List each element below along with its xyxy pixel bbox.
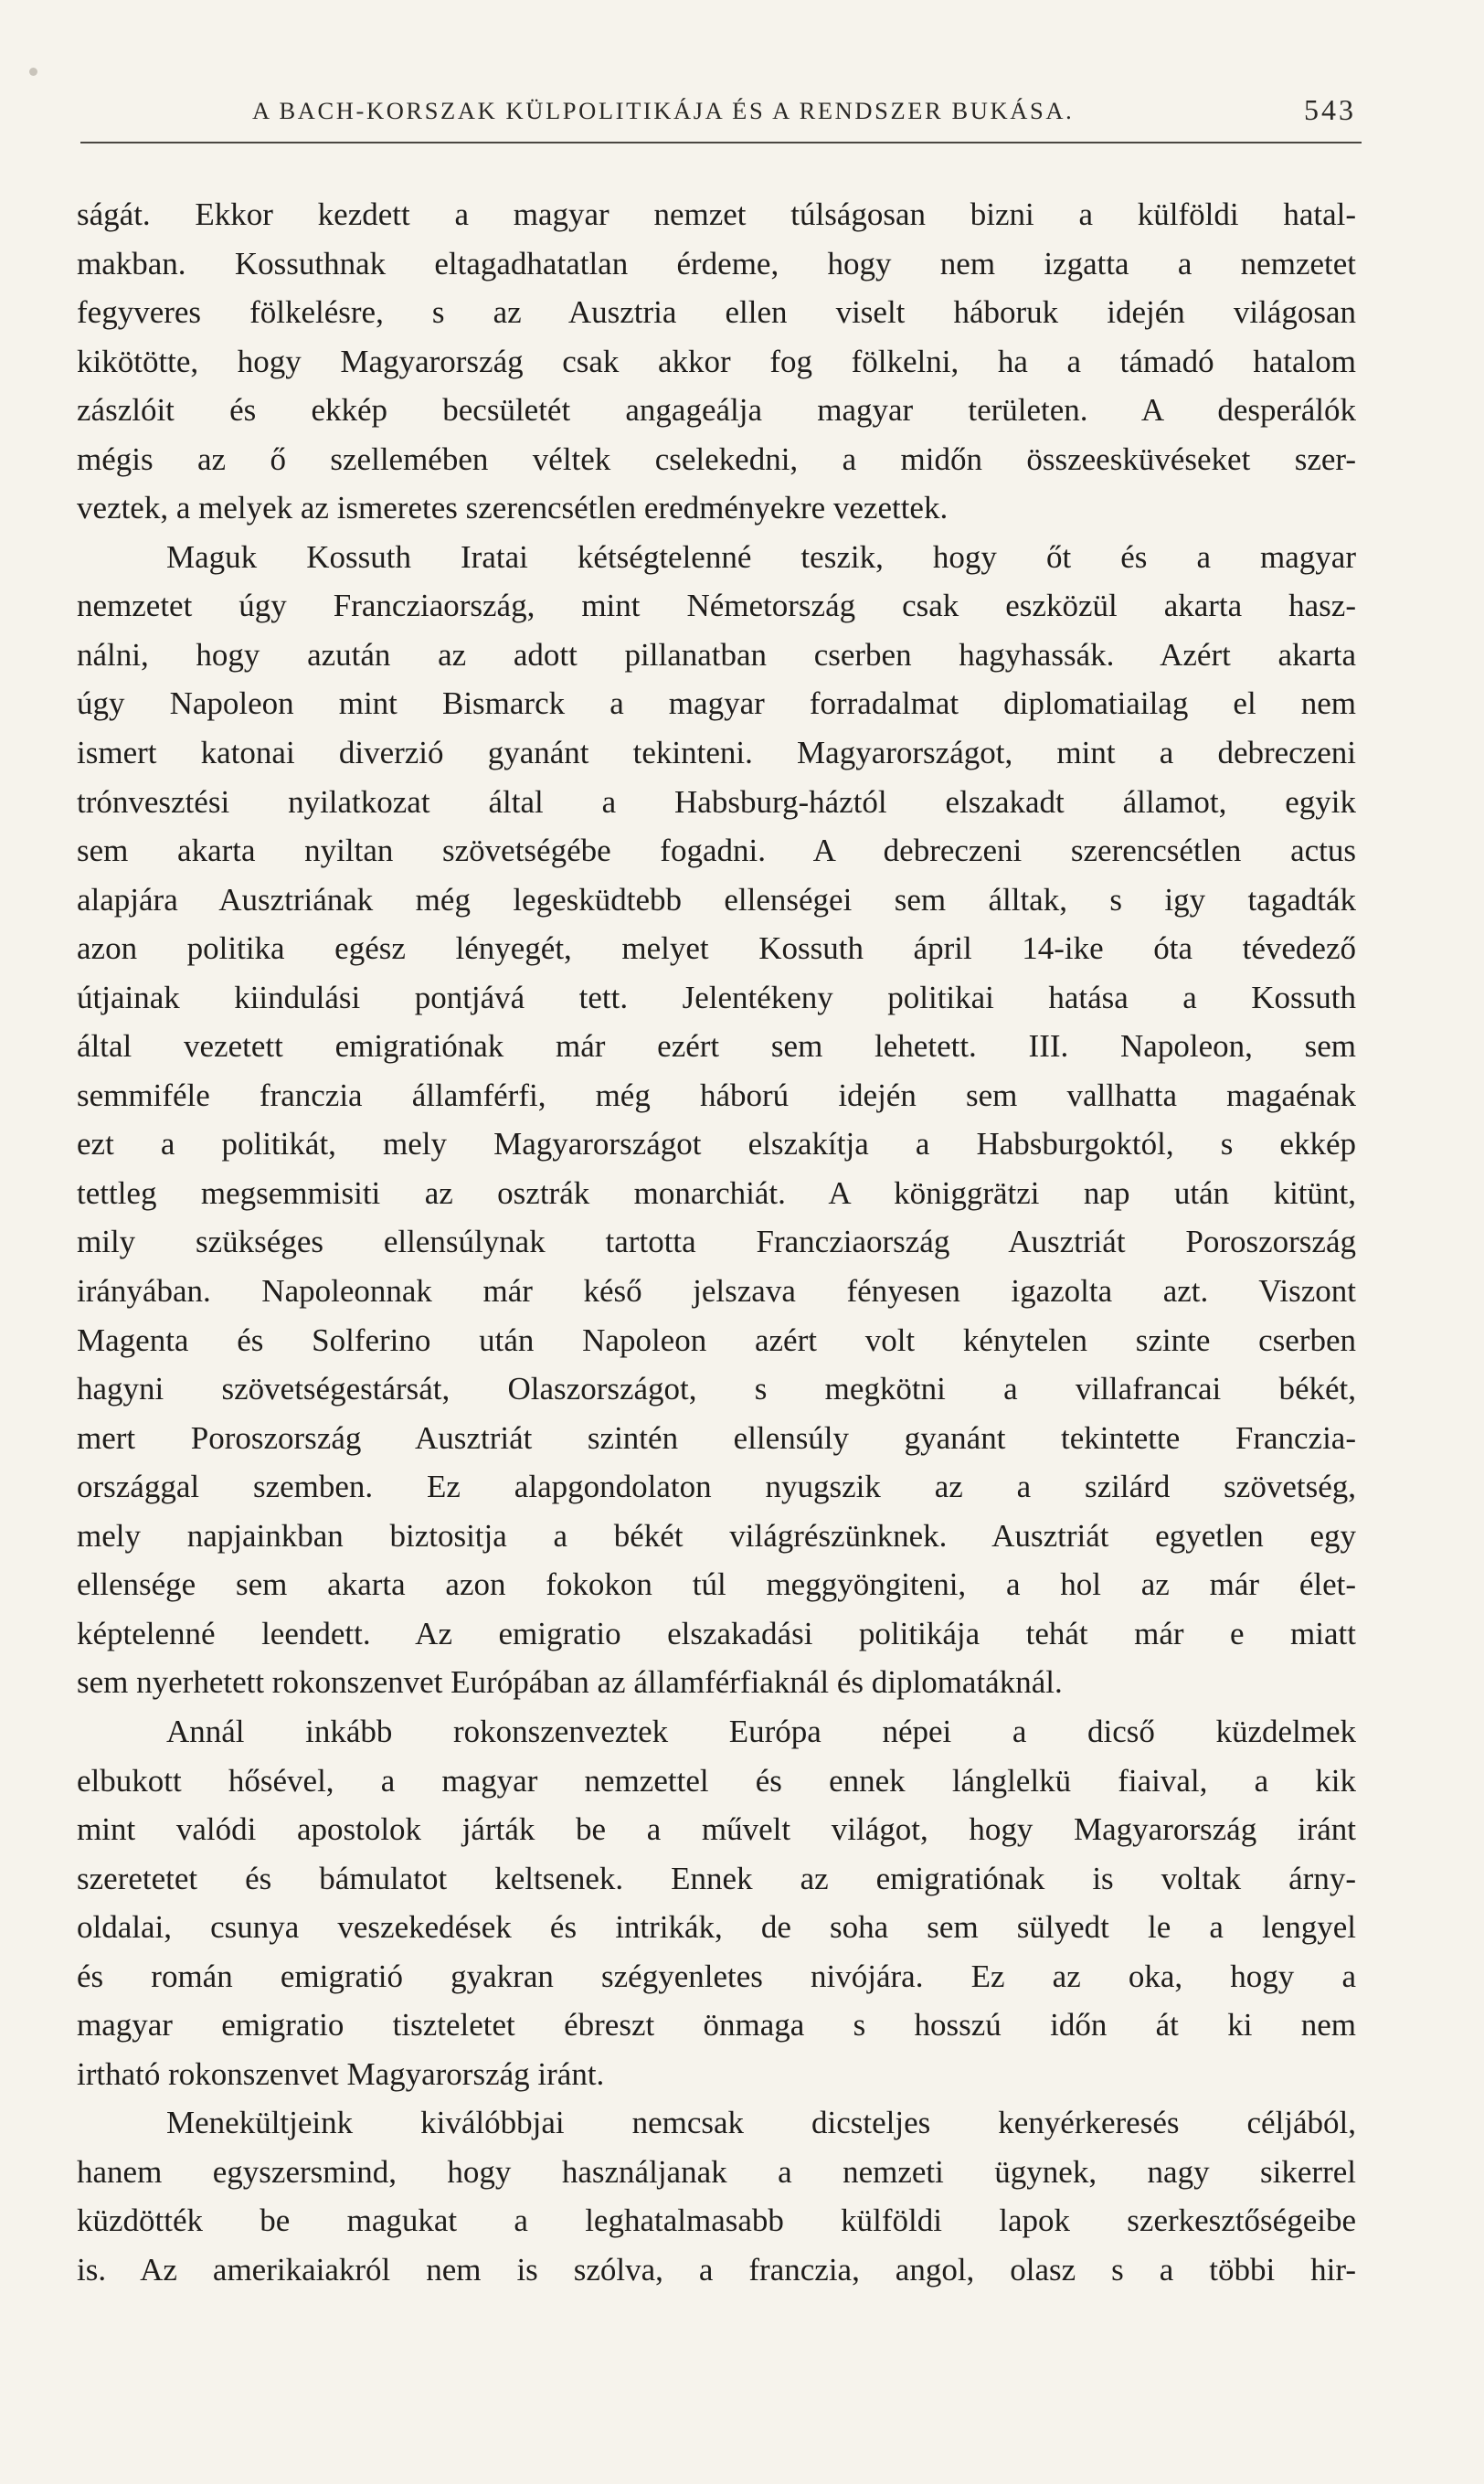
header-rule (80, 142, 1362, 143)
text-line: által vezetett emigratiónak már ezért sem lehetett. III. Napoleon, sem (77, 1028, 1356, 1065)
text-line: hagyni szövetségestársát, Olaszországot, s megkötni a villafrancai békét, (77, 1371, 1356, 1407)
text-line: szeretetet és bámulatot keltsenek. Ennek az emigratiónak is voltak árny- (77, 1860, 1356, 1896)
text-line: irtható rokonszenvet Magyarország iránt. (77, 2055, 605, 2092)
text-line: Maguk Kossuth Iratai kétségtelenné teszik, hogy őt és a magyar (166, 538, 1356, 575)
text-line: trónvesztési nyilatkozat által a Habsburg-háztól elszakadt államot, egyik (77, 783, 1356, 820)
text-line: Menekültjeink kiválóbbjai nemcsak dicsteljes kenyérkeresés céljából, (166, 2105, 1356, 2141)
text-line: Annál inkább rokonszenveztek Európa népei a dicső küzdelmek (166, 1713, 1356, 1749)
text-line: sem akarta nyiltan szövetségébe fogadni. A debreczeni szerencsétlen actus (77, 833, 1356, 869)
running-head: A BACH-KORSZAK KÜLPOLITIKÁJA ÉS A RENDSZER BUKÁSA. (252, 97, 1075, 124)
text-line: hanem egyszersmind, hogy használjanak a nemzeti ügynek, nagy sikerrel (77, 2153, 1356, 2190)
text-line: makban. Kossuthnak eltagadhatatlan érdeme, hogy nem izgatta a nemzetet (77, 245, 1356, 281)
text-line: mégis az ő szellemében véltek cselekedni, a midőn összeesküvéseket szer- (77, 441, 1356, 477)
paragraph (77, 190, 1356, 533)
paragraph (77, 1707, 1356, 2098)
text-line: veztek, a melyek az ismeretes szerencsétlen eredményekre vezettek. (77, 490, 949, 526)
body-text (77, 190, 1356, 2295)
text-line: tettleg megsemmisiti az osztrák monarchiát. A königgrätzi nap után kitünt, (77, 1174, 1356, 1211)
text-line: úgy Napoleon mint Bismarck a magyar forradalmat diplomatiailag el nem (77, 685, 1356, 722)
text-line: semmiféle franczia államférfi, még háború idején sem vallhatta magaénak (77, 1077, 1356, 1113)
text-line: mint valódi apostolok járták be a művelt világot, hogy Magyarország iránt (77, 1811, 1356, 1848)
text-line: irányában. Napoleonnak már késő jelszava fényesen igazolta azt. Viszont (77, 1273, 1356, 1310)
text-line: ellensége sem akarta azon fokokon túl meggyöngiteni, a hol az már élet- (77, 1566, 1356, 1603)
text-line: mely napjainkban biztositja a békét világrészünknek. Ausztriát egyetlen egy (77, 1517, 1356, 1554)
text-line: Magenta és Solferino után Napoleon azért volt kénytelen szinte cserben (77, 1322, 1356, 1358)
text-line: nemzetet úgy Francziaország, mint Németország csak eszközül akarta hasz- (77, 588, 1356, 624)
text-line: ezt a politikát, mely Magyarországot elszakítja a Habsburgoktól, s ekkép (77, 1126, 1356, 1162)
text-line: oldalai, csunya veszekedések és intrikák, de soha sem sülyedt le a lengyel (77, 1909, 1356, 1946)
text-line: sem nyerhetett rokonszenvet Európában az államférfiaknál és diplomatáknál. (77, 1664, 1063, 1701)
paragraph (77, 533, 1356, 1707)
text-line: útjainak kiindulási pontjává tett. Jelentékeny politikai hatása a Kossuth (77, 979, 1356, 1015)
page-header (80, 91, 1363, 135)
text-line: küzdötték be magukat a leghatalmasabb külföldi lapok szerkesztőségeibe (77, 2203, 1356, 2239)
text-line: nálni, hogy azután az adott pillanatban cserben hagyhassák. Azért akarta (77, 636, 1356, 673)
paper-speck (29, 68, 37, 76)
text-line: képtelenné leendett. Az emigratio elszakadási politikája tehát már e miatt (77, 1615, 1356, 1651)
text-line: is. Az amerikaiakról nem is szólva, a franczia, angol, olasz s a többi hir- (77, 2251, 1356, 2288)
text-line: ságát. Ekkor kezdett a magyar nemzet túlságosan bizni a külföldi hatal- (77, 196, 1356, 232)
page-number: 543 (1304, 93, 1356, 126)
text-line: fegyveres fölkelésre, s az Ausztria ellen viselt háboruk idején világosan (77, 294, 1356, 331)
text-line: zászlóit és ekkép becsületét angageálja magyar területen. A desperálók (77, 392, 1356, 429)
text-line: mily szükséges ellensúlynak tartotta Francziaország Ausztriát Poroszország (77, 1224, 1356, 1260)
text-line: magyar emigratio tiszteletet ébreszt önmaga s hosszú időn át ki nem (77, 2007, 1356, 2043)
paragraph (77, 2098, 1356, 2294)
text-line: elbukott hősével, a magyar nemzettel és ennek lánglelkü fiaival, a kik (77, 1762, 1356, 1799)
text-line: és román emigratió gyakran szégyenletes nivójára. Ez az oka, hogy a (77, 1958, 1356, 1994)
text-line: mert Poroszország Ausztriát szintén ellensúly gyanánt tekintette Franczia- (77, 1419, 1356, 1456)
text-line: azon politika egész lényegét, melyet Kossuth ápril 14-ike óta tévedező (77, 930, 1356, 967)
text-line: ismert katonai diverzió gyanánt tekinteni. Magyarországot, mint a debreczeni (77, 735, 1356, 771)
text-line: kikötötte, hogy Magyarország csak akkor fog fölkelni, ha a támadó hatalom (77, 343, 1356, 379)
text-line: országgal szemben. Ez alapgondolaton nyugszik az a szilárd szövetség, (77, 1469, 1356, 1505)
text-line: alapjára Ausztriának még legesküdtebb ellenségei sem álltak, s igy tagadták (77, 881, 1356, 918)
